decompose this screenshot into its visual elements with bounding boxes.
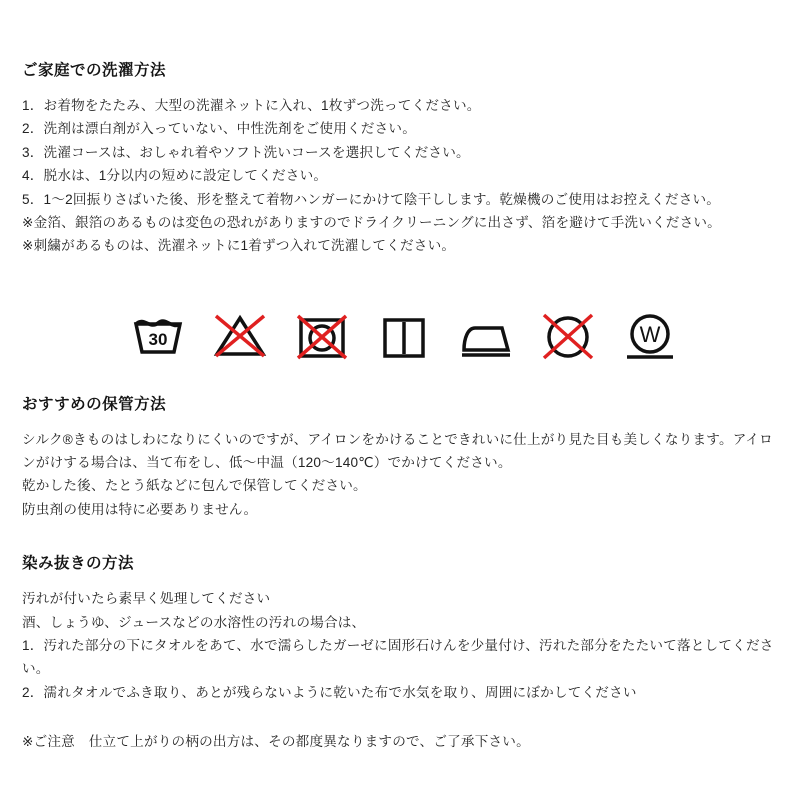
washing-note: ※金箔、銀箔のあるものは変色の恐れがありますのでドライクリーニングに出さず、箔を避けて手洗いください。 bbox=[22, 214, 721, 230]
washing-line: 3．洗濯コースは、おしゃれ着やソフト洗いコースを選択してください。 bbox=[22, 144, 470, 160]
stain-step: 2．濡れタオルでふき取り、あとが残らないように乾いた布で水気を取り、周囲にぼかしてください bbox=[22, 684, 637, 700]
wet-clean-label: W bbox=[639, 321, 661, 347]
washing-line: 2．洗剤は漂白剤が入っていない、中性洗剤をご使用ください。 bbox=[22, 121, 416, 137]
iron-icon bbox=[458, 304, 514, 362]
line-dry-square-icon bbox=[376, 304, 432, 362]
washing-instruction-list bbox=[22, 94, 778, 258]
wet-clean-w-icon bbox=[622, 304, 678, 362]
washing-line: 5．1〜2回振りさばいた後、形を整えて着物ハンガーにかけて陰干しします。乾燥機のご使用はお控えください。 bbox=[22, 191, 721, 207]
storage-heading: おすすめの保管方法 bbox=[22, 395, 167, 413]
wash-temp-label: 30 bbox=[148, 329, 168, 349]
washing-line: 4．脱水は、1分以内の短めに設定してください。 bbox=[22, 168, 328, 184]
washing-line: 1．お着物をたたみ、大型の洗濯ネットに入れ、1枚ずつ洗ってください。 bbox=[22, 98, 481, 113]
stain-line: 汚れが付いたら素早く処理してください bbox=[22, 591, 271, 607]
bleach-triangle-icon bbox=[212, 304, 268, 362]
wash-tub-30-icon bbox=[130, 304, 186, 362]
storage-line: 防虫剤の使用は特に必要ありません。 bbox=[22, 501, 258, 517]
dry-clean-circle-icon bbox=[540, 304, 596, 362]
notice-text: ※ご注意 仕立て上がりの柄の出方は、その都度異なりますので、ご了承下さい。 bbox=[22, 734, 530, 749]
storage-section bbox=[22, 392, 778, 522]
washing-instructions-section bbox=[22, 58, 778, 258]
tumble-dry-circle-in-square-icon bbox=[294, 304, 350, 362]
stain-removal-section bbox=[22, 551, 778, 704]
stain-line: 酒、しょうゆ、ジュースなどの水溶性の汚れの場合は、 bbox=[22, 614, 366, 630]
storage-paragraph: シルク®きものはしわになりにくいのですが、アイロンをかけることできれいに仕上がり見た目も美しくなります。アイロンがけする場合は、当て布をし、低〜中温（120〜140℃）でかけてください。 bbox=[22, 431, 773, 470]
washing-heading: ご家庭での洗濯方法 bbox=[22, 62, 167, 79]
care-symbol-row bbox=[130, 290, 778, 362]
stain-step: 1．汚れた部分の下にタオルをあて、水で濡らしたガーゼに固形石けんを少量付け、汚れた部分をたたいて落としてください。 bbox=[22, 637, 774, 677]
storage-line: 乾かした後、たとう紙などに包んで保管してください。 bbox=[22, 478, 367, 494]
stain-heading: 染み抜きの方法 bbox=[22, 555, 135, 573]
washing-note: ※刺繍があるものは、洗濯ネットに1着ずつ入れて洗濯してください。 bbox=[22, 238, 456, 254]
